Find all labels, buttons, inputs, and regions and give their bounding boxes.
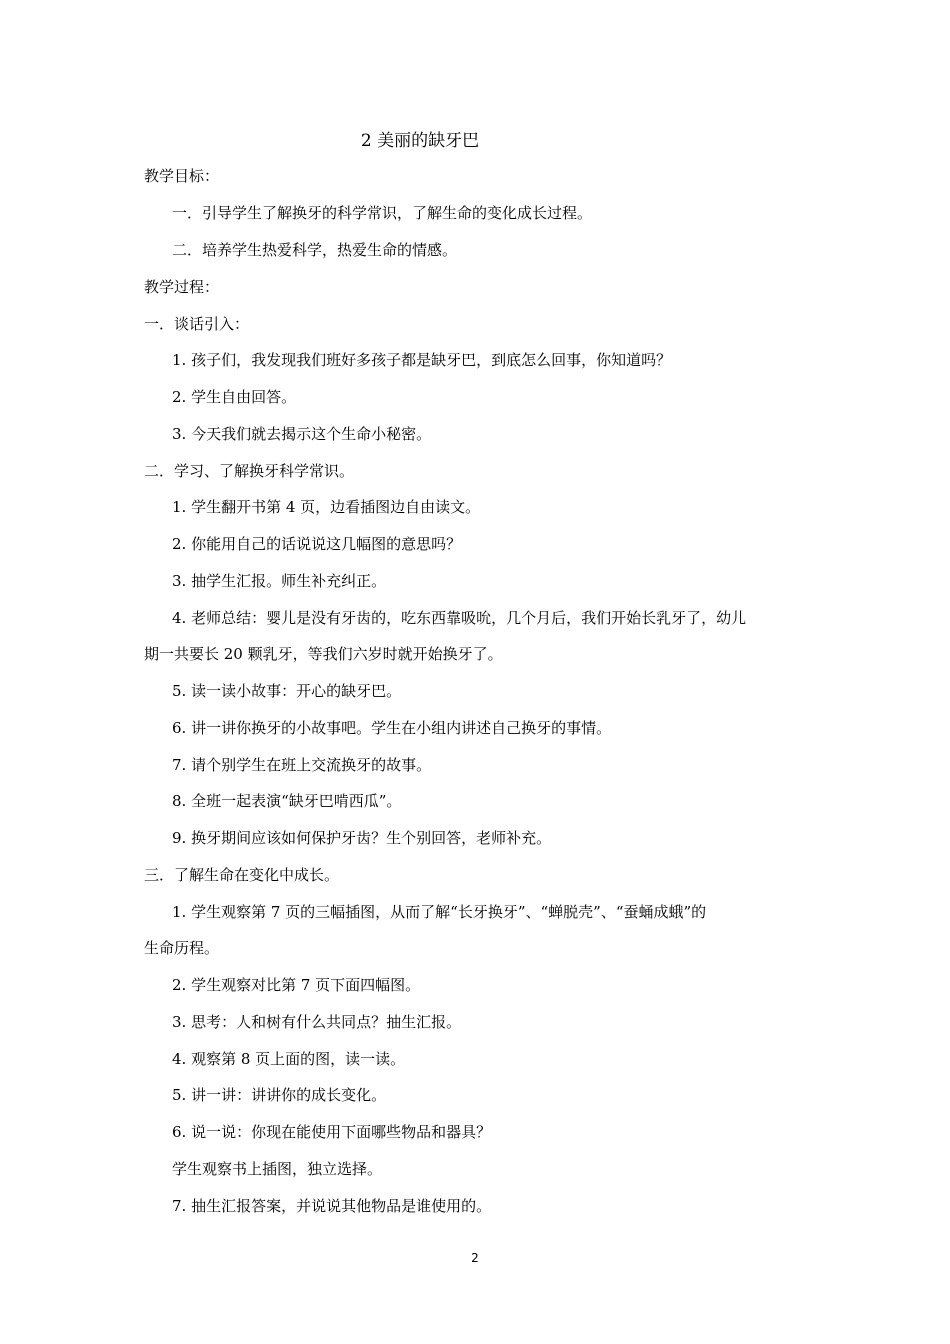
text-line: 7. 抽生汇报答案，并说说其他物品是谁使用的。 — [172, 1197, 492, 1215]
page-number: 2 — [471, 1251, 479, 1265]
text-line: 5. 读一读小故事：开心的缺牙巴。 — [172, 682, 402, 700]
text-line: 1. 学生翻开书第 4 页，边看插图边自由读文。 — [172, 498, 481, 516]
text-line: 教学过程： — [144, 278, 220, 296]
text-line: 4. 观察第 8 页上面的图，读一读。 — [172, 1050, 406, 1068]
text-line: 3. 抽学生汇报。师生补充纠正。 — [172, 572, 387, 590]
text-line: 1. 孩子们，我发现我们班好多孩子都是缺牙巴，到底怎么回事，你知道吗？ — [172, 351, 672, 369]
text-line: 6. 讲一讲你换牙的小故事吧。学生在小组内讲述自己换牙的事情。 — [172, 719, 612, 737]
text-line: 8. 全班一起表演“缺牙巴啃西瓜”。 — [172, 792, 402, 810]
text-line: 三．了解生命在变化中成长。 — [144, 866, 340, 884]
text-line: 1. 学生观察第 7 页的三幅插图，从而了解“长牙换牙”、“蝉脱壳”、“蚕蛹成蛾”的 — [172, 903, 707, 921]
text-line: 2. 你能用自己的话说说这几幅图的意思吗？ — [172, 535, 462, 553]
text-line: 二．学习、了解换牙科学常识。 — [144, 462, 355, 480]
text-line: 9. 换牙期间应该如何保护牙齿？生个别回答，老师补充。 — [172, 829, 552, 847]
text-line: 学生观察书上插图，独立选择。 — [172, 1160, 383, 1178]
text-line: 5. 讲一讲：讲讲你的成长变化。 — [172, 1086, 387, 1104]
text-line: 教学目标： — [144, 167, 220, 185]
text-line: 2. 学生自由回答。 — [172, 388, 297, 406]
text-line: 二．培养学生热爱科学，热爱生命的情感。 — [172, 241, 458, 259]
text-line: 生命历程。 — [144, 939, 220, 957]
text-line: 6. 说一说：你现在能使用下面哪些物品和器具？ — [172, 1123, 492, 1141]
text-line: 期一共要长 20 颗乳牙，等我们六岁时就开始换牙了。 — [144, 645, 503, 663]
text-line: 一．引导学生了解换牙的科学常识，了解生命的变化成长过程。 — [172, 204, 593, 222]
page-title: 2 美丽的缺牙巴 — [360, 131, 480, 151]
text-line: 4. 老师总结：婴儿是没有牙齿的，吃东西靠吸吮，几个月后，我们开始长乳牙了，幼儿 — [172, 609, 747, 627]
text-line: 3. 思考：人和树有什么共同点？抽生汇报。 — [172, 1013, 462, 1031]
text-line: 2. 学生观察对比第 7 页下面四幅图。 — [172, 976, 421, 994]
text-line: 一．谈话引入： — [144, 315, 250, 333]
text-line: 3. 今天我们就去揭示这个生命小秘密。 — [172, 425, 432, 443]
text-line: 7. 请个别学生在班上交流换牙的故事。 — [172, 756, 432, 774]
